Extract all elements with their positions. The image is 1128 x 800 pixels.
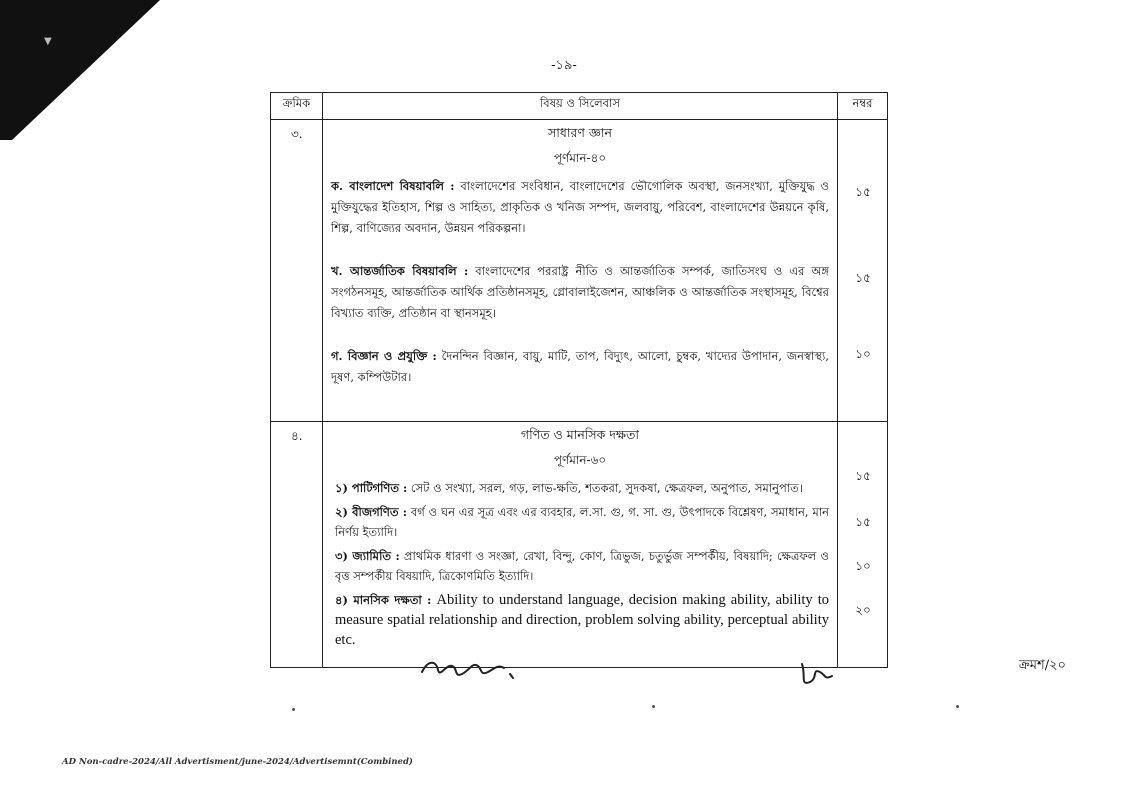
section-full-marks: পূর্ণমান-৪০ xyxy=(553,151,607,165)
item-marks: ১৫ xyxy=(855,271,871,285)
page-number: -১৯- xyxy=(551,58,577,73)
syllabus-item-text: Ability to understand language, decision making ability, ability to measure spatial relationship and direction, problem solving ability, perceptual ability etc. xyxy=(335,592,830,648)
syllabus-item-label: ২) বীজগণিত : xyxy=(335,505,407,519)
syllabus-item xyxy=(335,546,829,586)
syllabus-item-text: দৈনন্দিন বিজ্ঞান, বায়ু, মাটি, তাপ, বিদ্যুৎ, আলো, চুম্বক, খাদ্যের উপাদান, জনস্বাস্থ্য, দূষণ, কম্পিউটার। xyxy=(331,349,829,384)
corner-mark: ▼ xyxy=(44,36,52,47)
math-topics xyxy=(335,478,829,650)
row-content xyxy=(323,120,838,422)
header-marks: নম্বর xyxy=(838,93,888,120)
row-serial: ৪. xyxy=(271,422,323,668)
signature-left xyxy=(418,652,528,686)
syllabus-item xyxy=(331,261,829,324)
item-marks: ২০ xyxy=(855,603,871,617)
row-content xyxy=(323,422,838,668)
syllabus-item-text: বাংলাদেশের পররাষ্ট্র নীতি ও আন্তর্জাতিক সম্পর্ক, জাতিসংঘ ও এর অঙ্গ সংগঠনসমূহ, আন্তর্জাতিক আর্থিক প্রতিষ্ঠানসমূহ, গ্লোবালাইজেশন, আঞ্চলিক ও আন্তর্জাতিক সংস্থাসমূহ, বিশ্বের বিখ্যাত ব্যক্তি, প্রতিষ্ঠান বা স্থানসমূহ। xyxy=(331,264,830,320)
section-full-marks: পূর্ণমান-৬০ xyxy=(553,453,607,467)
syllabus-item xyxy=(331,176,829,239)
header-subject: বিষয় ও সিলেবাস xyxy=(323,93,838,120)
syllabus-item-text: বাংলাদেশের সংবিধান, বাংলাদেশের ভৌগোলিক অবস্থা, জনসংখ্যা, মুক্তিযুদ্ধ ও মুক্তিযুদ্ধের ইতিহাস, শিল্প ও সাহিত্য, প্রাকৃতিক ও খনিজ সম্পদ, জলবায়ু, পরিবেশ, বাংলাদেশের উন্নয়নে কৃষি, শিল্প, বাণিজ্যের অবদান, উন্নয়ন পরিকল্পনা। xyxy=(331,179,830,235)
syllabus-item-label: ১) পাটিগণিত : xyxy=(335,481,408,495)
continued-note: ক্রমশ/২০ xyxy=(1018,658,1066,673)
table-row xyxy=(271,422,888,668)
syllabus-table xyxy=(270,92,888,668)
header-serial: ক্রমিক xyxy=(271,93,323,120)
row-marks xyxy=(838,120,888,422)
syllabus-item-label: ৪) মানসিক দক্ষতা : xyxy=(335,593,432,607)
signature-right xyxy=(796,656,840,690)
row-marks xyxy=(838,422,888,668)
syllabus-item xyxy=(335,590,829,650)
syllabus-item-label: ৩) জ্যামিতি : xyxy=(335,549,400,563)
syllabus-item-label: ক. বাংলাদেশ বিষয়াবলি : xyxy=(331,179,455,193)
item-marks: ১৫ xyxy=(855,469,871,483)
section-title: গণিত ও মানসিক দক্ষতা xyxy=(520,427,640,442)
syllabus-item-text: সেট ও সংখ্যা, সরল, গড়, লাভ-ক্ষতি, শতকরা, সুদকষা, ক্ষেত্রফল, অনুপাত, সমানুপাত। xyxy=(410,481,803,495)
item-marks: ১০ xyxy=(855,559,871,573)
syllabus-item-text: বর্গ ও ঘন এর সূত্র এবং এর ব্যবহার, ল.সা. গু, গ. সা. গু, উৎপাদকে বিশ্লেষণ, সমাধান, মান নির্ণয় ইত্যাদি। xyxy=(335,505,830,539)
scan-speck xyxy=(956,705,959,708)
table-header-row xyxy=(271,93,888,120)
syllabus-item xyxy=(331,346,829,388)
section-title: সাধারণ জ্ঞান xyxy=(548,125,612,140)
syllabus-item xyxy=(335,478,829,498)
file-path-footer: AD Non-cadre-2024/All Advertisment/june-2024/Advertisemnt(Combined) xyxy=(62,757,413,767)
scan-speck xyxy=(292,708,295,711)
syllabus-item-label: খ. আন্তর্জাতিক বিষয়াবলি : xyxy=(331,264,469,278)
syllabus-item xyxy=(335,502,829,542)
syllabus-item-label: গ. বিজ্ঞান ও প্রযুক্তি : xyxy=(331,349,437,363)
syllabus-item-text: প্রাথমিক ধারণা ও সংজ্ঞা, রেখা, বিন্দু, কোণ, ত্রিভুজ, চতুর্ভুজ সম্পর্কীয়, বিষয়াদি; ক্ষেত্রফল ও বৃত্ত সম্পর্কীয় বিষয়াদি, ত্রিকোণমিতি ইত্যাদি। xyxy=(335,549,830,583)
item-marks: ১৫ xyxy=(855,515,871,529)
row-serial: ৩. xyxy=(271,120,323,422)
scan-speck xyxy=(652,705,655,708)
item-marks: ১০ xyxy=(855,347,871,361)
table-row xyxy=(271,120,888,422)
item-marks: ১৫ xyxy=(855,185,871,199)
